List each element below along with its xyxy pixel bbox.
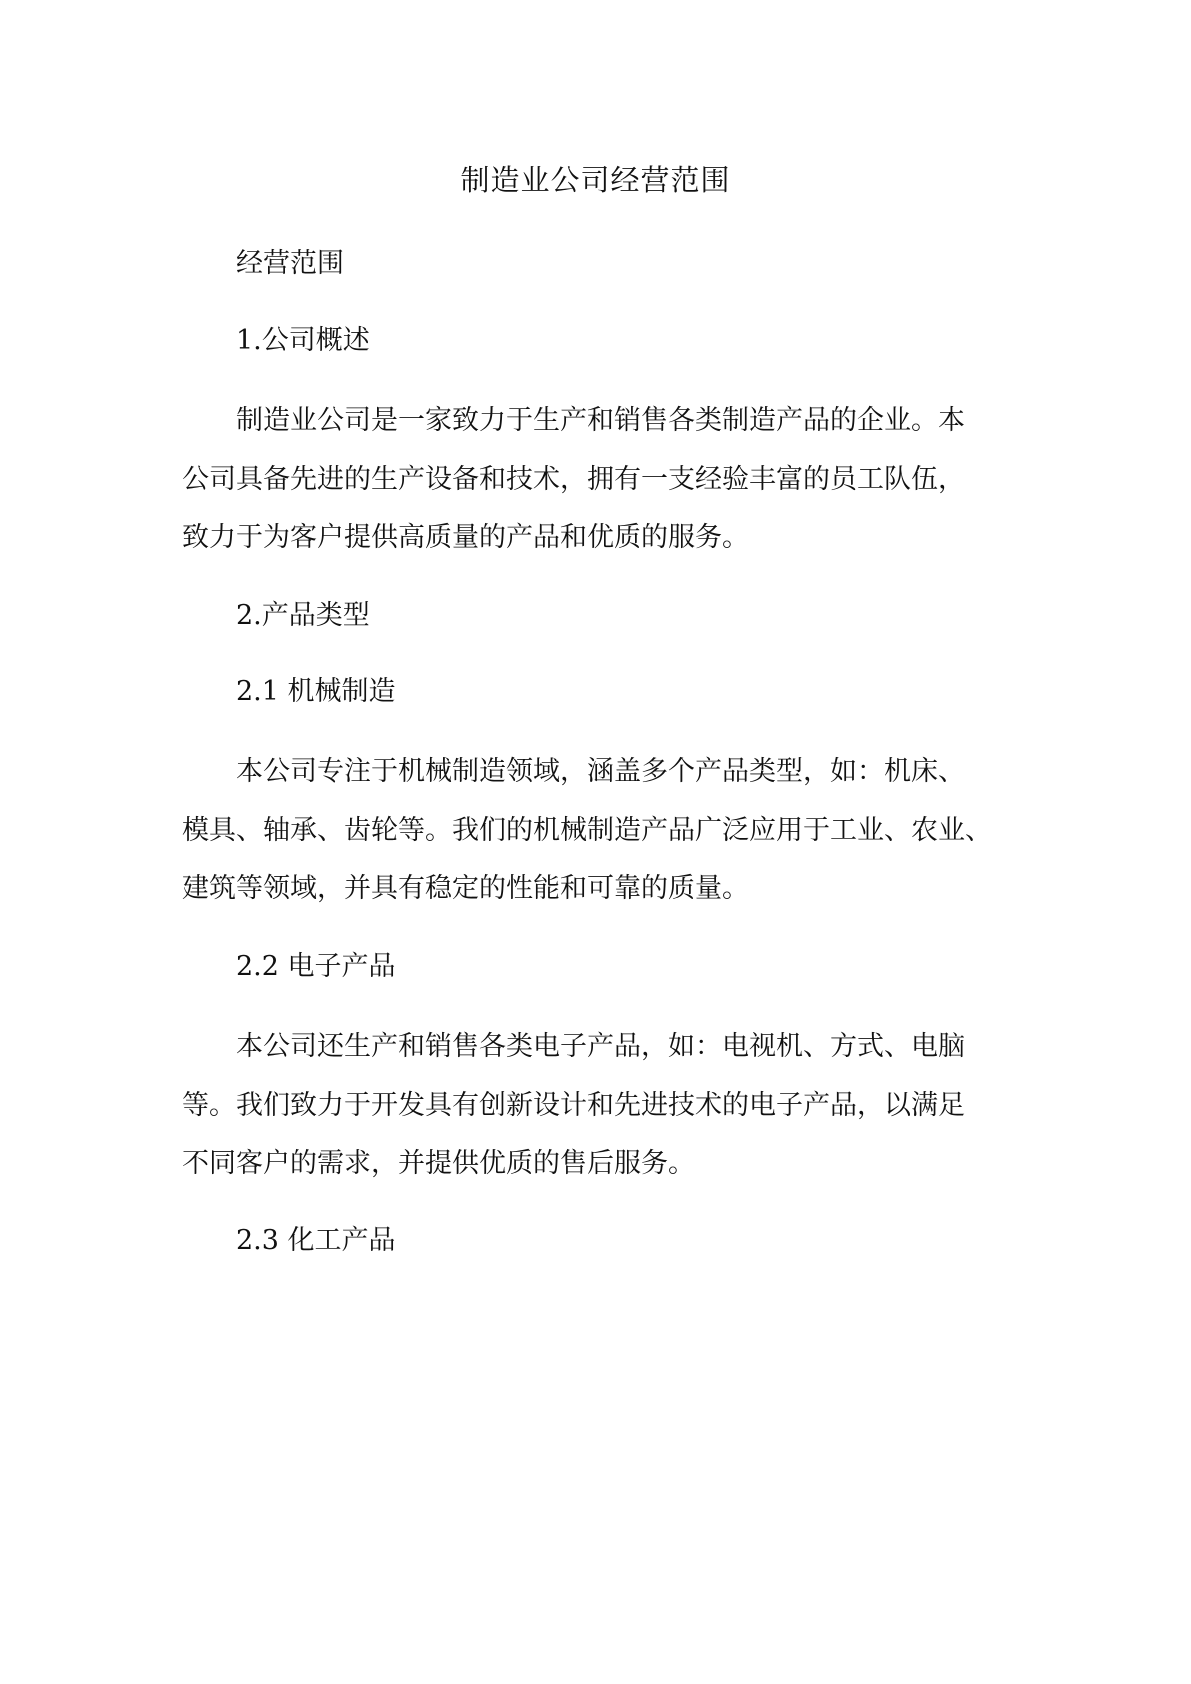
section-heading-scope: 经营范围 [236,248,344,279]
paragraph-line: 公司具备先进的生产设备和技术，拥有一支经验丰富的员工队伍， [182,463,965,495]
subsection-heading-electronics: 2.2 电子产品 [236,951,396,982]
paragraph-line: 不同客户的需求，并提供优质的售后服务。 [182,1148,695,1179]
paragraph-line: 制造业公司是一家致力于生产和销售各类制造产品的企业。本 [236,405,965,436]
paragraph-machinery [182,743,1042,919]
section-heading-product-types: 2.产品类型 [236,600,370,631]
paragraph-overview [182,392,1042,568]
paragraph-line: 本公司还生产和销售各类电子产品，如：电视机、方式、电脑 [236,1031,965,1062]
subsection-heading-machinery: 2.1 机械制造 [236,676,396,707]
paragraph-line: 等。我们致力于开发具有创新设计和先进技术的电子产品，以满足 [182,1089,965,1121]
paragraph-line: 建筑等领域，并具有稳定的性能和可靠的质量。 [182,873,749,904]
section-heading-overview: 1.公司概述 [236,325,370,356]
paragraph-electronics [182,1018,1042,1194]
subsection-heading-chemicals: 2.3 化工产品 [236,1225,396,1256]
document-title: 制造业公司经营范围 [460,163,731,197]
paragraph-line: 致力于为客户提供高质量的产品和优质的服务。 [182,522,749,553]
paragraph-line: 模具、轴承、齿轮等。我们的机械制造产品广泛应用于工业、农业、 [182,814,992,846]
paragraph-line: 本公司专注于机械制造领域，涵盖多个产品类型，如：机床、 [236,756,965,787]
